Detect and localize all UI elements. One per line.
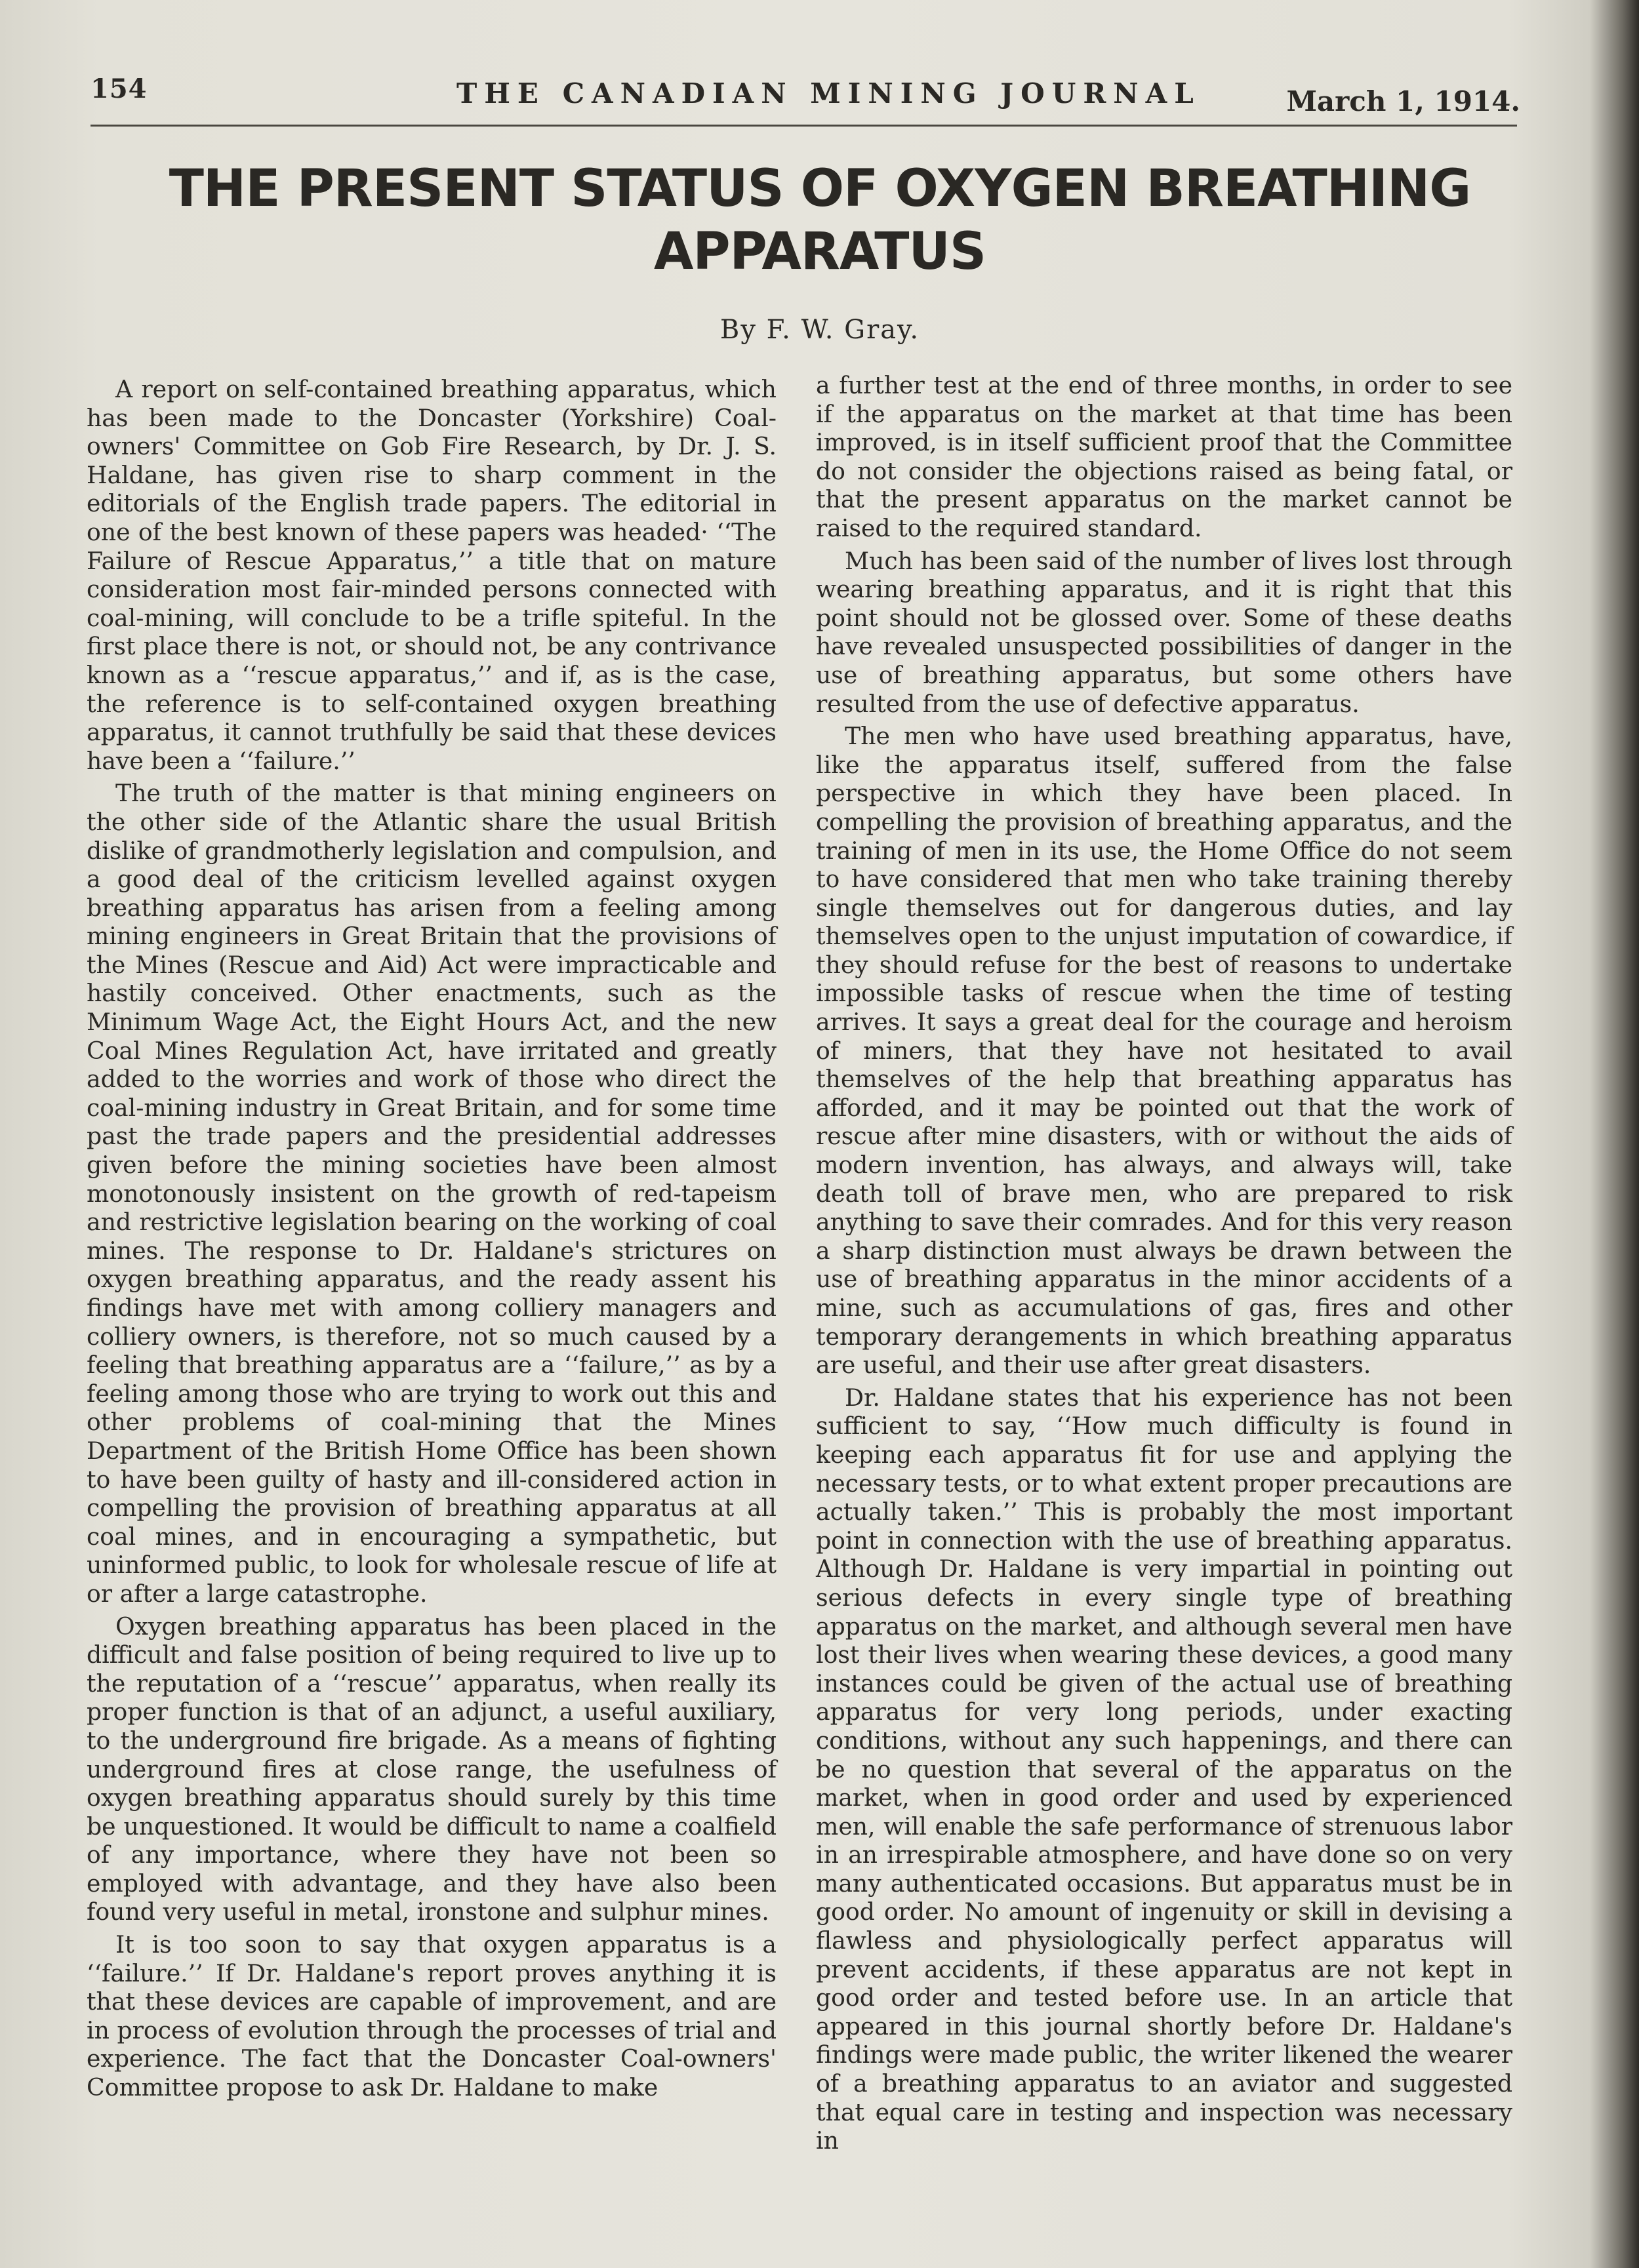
- paragraph: The truth of the matter is that mining engineers on the other side of the Atlantic share the usual British dislike of grandmotherly legislation and compulsion, and a good deal of the criticism levelled against oxygen breathing apparatus has arisen from a feeling among mining engineers in Great Britain that the provisions of the Mines (Rescue and Aid) Act were impracticable and hastily conceived. Other enactments, such as the Minimum Wage Act, the Eight Hours Act, and the new Coal Mines Regulation Act, have irritated and greatly added to the worries and work of those who direct the coal-mining industry in Great Britain, and for some time past the trade papers and the presidential addresses given before the mining societies have been almost monotonously insistent on the growth of red-tapeism and restrictive legislation bearing on the working of coal mines. The response to Dr. Haldane's strictures on oxygen breathing apparatus, and the ready assent his findings have met with among colliery managers and colliery owners, is therefore, not so much caused by a feeling that breathing apparatus are a ‘‘failure,’’ as by a feeling among those who are trying to work out this and other problems of coal-mining that the Mines Department of the British Home Office has been shown to have been guilty of hasty and ill-considered action in compelling the provision of breathing apparatus at all coal mines, and in encouraging a sympathetic, but uninformed public, to look for wholesale rescue of life at or after a large catastrophe.: [87, 779, 777, 1608]
- running-header: [91, 73, 1520, 126]
- article-title: THE PRESENT STATUS OF OXYGEN BREATHING APPARATUS: [169, 159, 1471, 281]
- paragraph: Oxygen breathing apparatus has been placed in the difficult and false position of being required to live up to the reputation of a ‘‘rescue’’ apparatus, when really its proper function is that of an adjunct, a useful auxiliary, to the underground fire brigade. As a means of fighting underground fires at close range, the usefulness of oxygen breathing apparatus should surely by this time be unquestioned. It would be difficult to name a coalfield of any importance, where they have not been so employed with advantage, and they have also been found very useful in metal, ironstone and sulphur mines.: [87, 1612, 777, 1926]
- paragraph: a further test at the end of three months, in order to see if the apparatus on the market at that time has been improved, is in itself sufficient proof that the Committee do not consider the objections raised as being fatal, or that the present apparatus on the market cannot be raised to the required standard.: [816, 371, 1512, 542]
- header-rule: [91, 125, 1517, 127]
- issue-date: March 1, 1914.: [1286, 85, 1520, 117]
- paragraph: It is too soon to say that oxygen apparatus is a ‘‘failure.’’ If Dr. Haldane's report proves anything it is that these devices are capable of improvement, and are in process of evolution through the processes of trial and experience. The fact that the Doncaster Coal-owners' Committee propose to ask Dr. Haldane to make: [87, 1930, 777, 2102]
- left-column: [87, 375, 777, 2106]
- paragraph: A report on self-contained breathing apparatus, which has been made to the Doncaster (Yorkshire) Coal-owners' Committee on Gob Fire Research, by Dr. J. S. Haldane, has given rise to sharp comment in the editorials of the English trade papers. The editorial in one of the best known of these papers was headed· ‘‘The Failure of Rescue Apparatus,’’ a title that on mature consideration most fair-minded persons connected with coal-mining, will conclude to be a trifle spiteful. In the first place there is not, or should not, be any contrivance known as a ‘‘rescue apparatus,’’ and if, as is the case, the reference is to self-contained oxygen breathing apparatus, it cannot truthfully be said that these devices have been a ‘‘failure.’’: [87, 375, 777, 775]
- article-byline: By F. W. Gray.: [719, 315, 920, 345]
- paragraph: Much has been said of the number of lives lost through wearing breathing apparatus, and it is right that this point should not be glossed over. Some of these deaths have revealed unsuspected possibilities of danger in the use of breathing apparatus, but some others have resulted from the use of defective apparatus.: [816, 546, 1512, 718]
- paragraph: Dr. Haldane states that his experience has not been sufficient to say, ‘‘How much difficulty is found in keeping each apparatus fit for use and applying the necessary tests, or to what extent proper precautions are actually taken.’’ This is probably the most important point in connection with the use of breathing apparatus. Although Dr. Haldane is very impartial in pointing out serious defects in every single type of breathing apparatus on the market, and although several men have lost their lives when wearing these devices, a good many instances could be given of the actual use of breathing apparatus for very long periods, under exacting conditions, without any such happenings, and there can be no question that several of the apparatus on the market, when in good order and used by experienced men, will enable the safe performance of strenuous labor in an irrespirable atmosphere, and have done so on very many authenticated occasions. But apparatus must be in good order. No amount of ingenuity or skill in devising a flawless and physiologically perfect apparatus will prevent accidents, if these apparatus are not kept in good order and tested before use. In an article that appeared in this journal shortly before Dr. Haldane's findings were made public, the writer likened the wearer of a breathing apparatus to an aviator and suggested that equal care in testing and inspection was necessary in: [816, 1383, 1512, 2155]
- paragraph: The men who have used breathing apparatus, have, like the apparatus itself, suffered from the false perspective in which they have been placed. In compelling the provision of breathing apparatus, and the training of men in its use, the Home Office do not seem to have considered that men who take training thereby single themselves out for dangerous duties, and lay themselves open to the unjust imputation of cowardice, if they should refuse for the best of reasons to undertake impossible tasks of rescue when the time of testing arrives. It says a great deal for the courage and heroism of miners, that they have not hesitated to avail themselves of the help that breathing apparatus has afforded, and it may be pointed out that the work of rescue after mine disasters, with or without the aids of modern invention, has always, and always will, take death toll of brave men, who are prepared to risk anything to save their comrades. And for this very reason a sharp distinction must always be drawn between the use of breathing apparatus in the minor accidents of a mine, such as accumulations of gas, fires and other temporary derangements in which breathing apparatus are useful, and their use after great disasters.: [816, 722, 1512, 1380]
- journal-title: THE CANADIAN MINING JOURNAL: [456, 77, 1201, 109]
- right-column: [816, 371, 1512, 2159]
- page-number: 154: [91, 73, 148, 104]
